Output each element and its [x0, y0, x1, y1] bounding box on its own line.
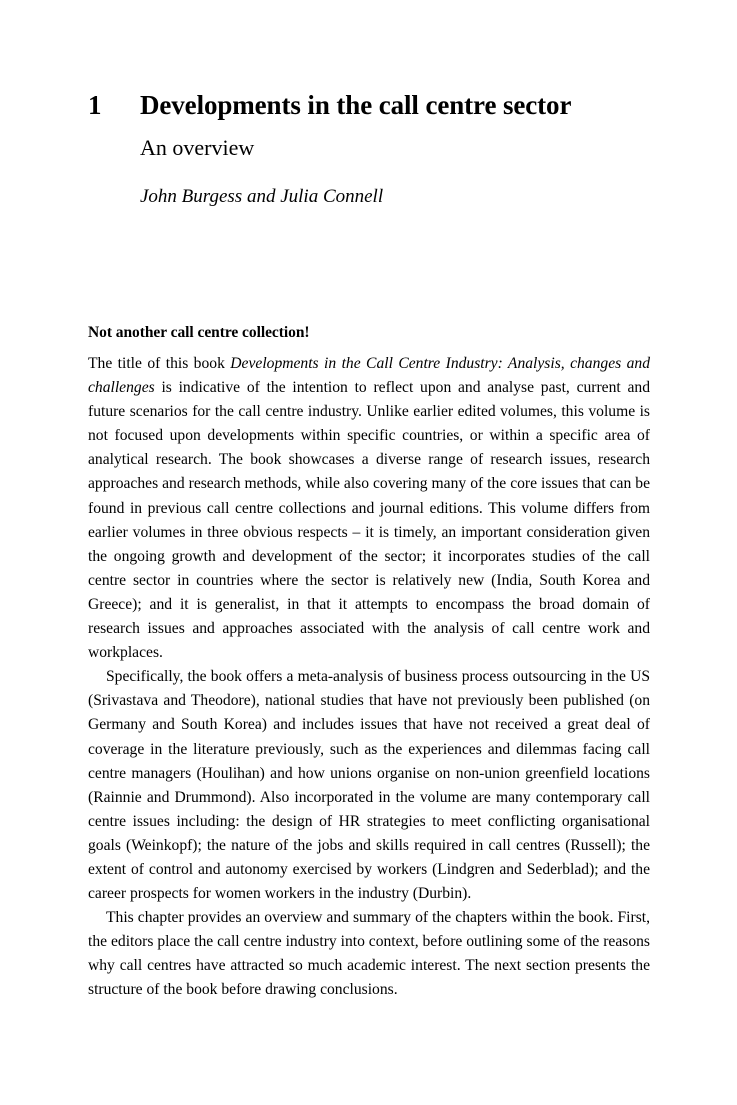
paragraph-contents-overview: Specifically, the book offers a meta-analysis of business process outsourcing in the US (Srivastava and Theodore), national studies that have not previously been published (on Germany and South Korea) and includes issues that have not received a great deal of coverage in the literature previously, such as the experiences and dilemmas facing call centre managers (Houlihan) and how unions organise on non-union greenfield locations (Rainnie and Drummond). Also incorporated in the volume are many contemporary call centre issues including: the design of HR strategies to meet conflicting organisational goals (Weinkopf); the nature of the jobs and skills required in call centres (Russell); the extent of control and autonomy exercised by workers (Lindgren and Sederblad); and the career prospects for women workers in the industry (Durbin). — [88, 668, 650, 903]
paragraph-intro — [88, 352, 650, 665]
chapter-authors: John Burgess and Julia Connell — [140, 186, 384, 207]
chapter-title-row — [88, 88, 650, 122]
book-title-italic: Developments in the Call Centre Industry: Analysis, changes and challenges — [88, 355, 650, 397]
chapter-number: 1 — [88, 90, 102, 120]
chapter-subtitle: An overview — [140, 135, 255, 160]
paragraph-intro-rest: is indicative of the intention to reflect upon and analyse past, current and future scenarios for the call centre industry. Unlike earlier edited volumes, this volume is not focused upon developments within specific countries, or within a specific area of analytical research. The book showcases a diverse range of research issues, research approaches and research methods, while also covering many of the core issues that can be found in previous call centre collections and journal editions. This volume differs from earlier volumes in three obvious respects – it is timely, an important consideration given the ongoing growth and development of the sector; it incorporates studies of the call centre sector in countries where the sector is relatively new (India, South Korea and Greece); and it is generalist, in that it attempts to encompass the broad domain of research issues and approaches associated with the analysis of call centre work and workplaces. — [88, 379, 650, 662]
chapter-header — [88, 88, 650, 209]
paragraph-intro-lead: The title of this book — [88, 355, 231, 372]
chapter-body — [88, 323, 650, 1003]
section-heading: Not another call centre collection! — [88, 324, 310, 341]
paragraph-chapter-roadmap: This chapter provides an overview and summary of the chapters within the book. First, the editors place the call centre industry into context, before outlining some of the reasons why call centres have attracted so much academic interest. The next section presents the structure of the book before drawing conclusions. — [88, 909, 650, 999]
chapter-title: Developments in the call centre sector — [140, 90, 572, 120]
